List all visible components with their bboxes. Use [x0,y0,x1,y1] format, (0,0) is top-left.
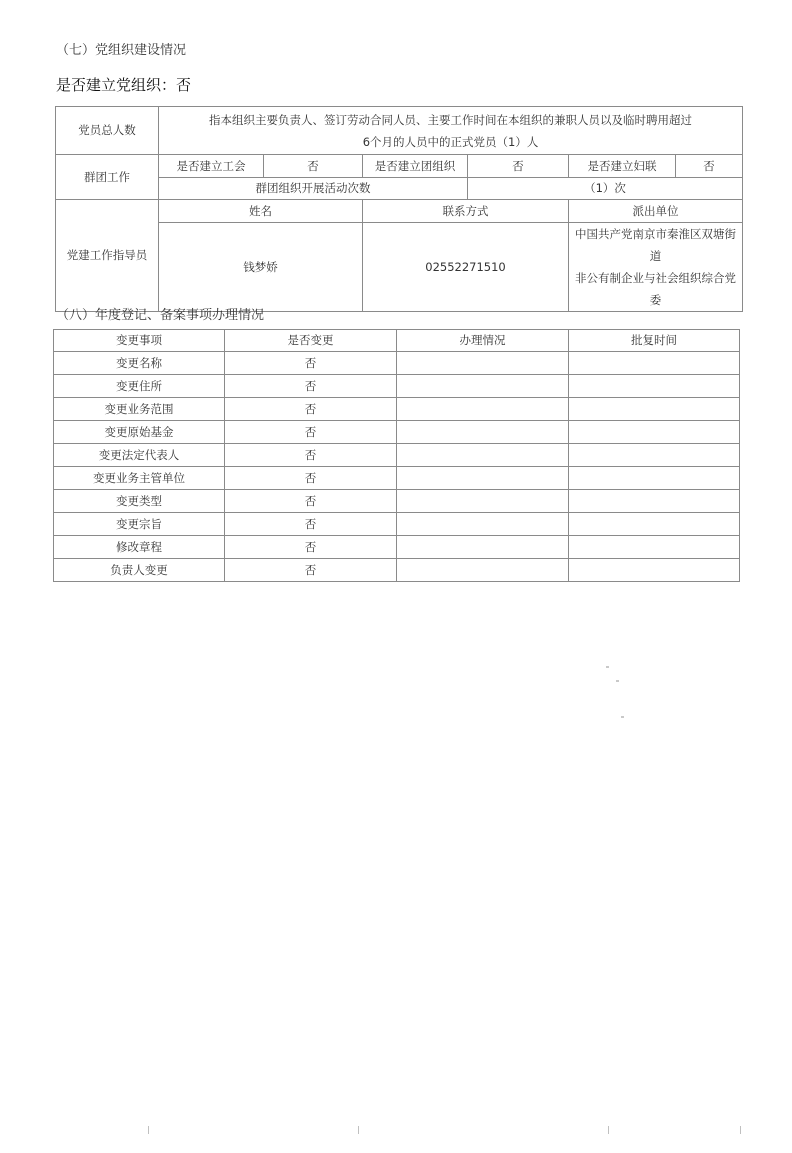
change-status: 否 [225,536,397,559]
change-status: 否 [225,352,397,375]
handling-cell [397,421,569,444]
handling-cell [397,375,569,398]
approval-time-cell [569,444,740,467]
instructor-contact: 02552271510 [363,223,569,312]
table-row [54,490,740,513]
header-change-item: 变更事项 [54,330,225,352]
change-status: 否 [225,467,397,490]
table-row [54,398,740,421]
approval-time-cell [569,559,740,582]
handling-cell [397,536,569,559]
union-value: 否 [264,155,363,178]
scan-mark [740,1126,741,1134]
instructor-name: 钱梦娇 [159,223,363,312]
handling-cell [397,513,569,536]
handling-cell [397,352,569,375]
change-item: 变更类型 [54,490,225,513]
union-label: 是否建立工会 [159,155,264,178]
change-item: 变更宗旨 [54,513,225,536]
instructor-unit-line2: 非公有制企业与社会组织综合党委 [575,271,737,307]
table-row [54,421,740,444]
instructor-unit [569,223,743,312]
party-members-description [159,107,743,155]
change-status: 否 [225,398,397,421]
scan-speck [606,666,609,668]
change-status: 否 [225,375,397,398]
table-row [54,559,740,582]
scan-mark [148,1126,149,1134]
party-members-description-line2: 6个月的人员中的正式党员（1）人 [362,134,539,149]
table-row [54,467,740,490]
change-item: 修改章程 [54,536,225,559]
change-status: 否 [225,513,397,536]
approval-time-cell [569,490,740,513]
table-row [54,536,740,559]
change-status: 否 [225,421,397,444]
change-item: 变更业务主管单位 [54,467,225,490]
change-item: 变更住所 [54,375,225,398]
scan-mark [608,1126,609,1134]
instructor-contact-header: 联系方式 [363,200,569,223]
activity-label: 群团组织开展活动次数 [159,178,468,200]
table-row [54,375,740,398]
section7-title: （七）党组织建设情况 [56,43,187,58]
party-org-established: 是否建立党组织：否 [56,76,192,94]
instructor-unit-header: 派出单位 [569,200,743,223]
section8-title: （八）年度登记、备案事项办理情况 [56,308,265,323]
change-item: 变更业务范围 [54,398,225,421]
approval-time-cell [569,421,740,444]
instructor-unit-line1: 中国共产党南京市秦淮区双塘街道 [575,227,737,263]
women-label: 是否建立妇联 [569,155,676,178]
league-value: 否 [468,155,569,178]
change-status: 否 [225,444,397,467]
handling-cell [397,559,569,582]
instructor-name-header: 姓名 [159,200,363,223]
table-row [54,513,740,536]
handling-cell [397,398,569,421]
instructor-label: 党建工作指导员 [56,200,159,312]
change-item: 变更原始基金 [54,421,225,444]
scan-speck [616,680,619,682]
handling-cell [397,490,569,513]
change-item: 变更名称 [54,352,225,375]
scan-mark [358,1126,359,1134]
approval-time-cell [569,536,740,559]
header-approval-time: 批复时间 [569,330,740,352]
header-handling: 办理情况 [397,330,569,352]
party-members-label: 党员总人数 [56,107,159,155]
approval-time-cell [569,352,740,375]
change-item: 变更法定代表人 [54,444,225,467]
party-members-description-line1: 指本组织主要负责人、签订劳动合同人员、主要工作时间在本组织的兼职人员以及临时聘用超过 [209,112,693,127]
table-row [54,352,740,375]
handling-cell [397,467,569,490]
mass-org-label: 群团工作 [56,155,159,200]
activity-value: （1）次 [468,178,743,200]
change-status: 否 [225,490,397,513]
women-value: 否 [676,155,743,178]
scan-speck [621,716,624,718]
change-item: 负责人变更 [54,559,225,582]
approval-time-cell [569,513,740,536]
party-building-table [55,106,743,312]
change-status: 否 [225,559,397,582]
league-label: 是否建立团组织 [363,155,468,178]
handling-cell [397,444,569,467]
header-changed: 是否变更 [225,330,397,352]
approval-time-cell [569,375,740,398]
approval-time-cell [569,467,740,490]
table-row [54,444,740,467]
approval-time-cell [569,398,740,421]
registration-changes-table [53,329,740,582]
